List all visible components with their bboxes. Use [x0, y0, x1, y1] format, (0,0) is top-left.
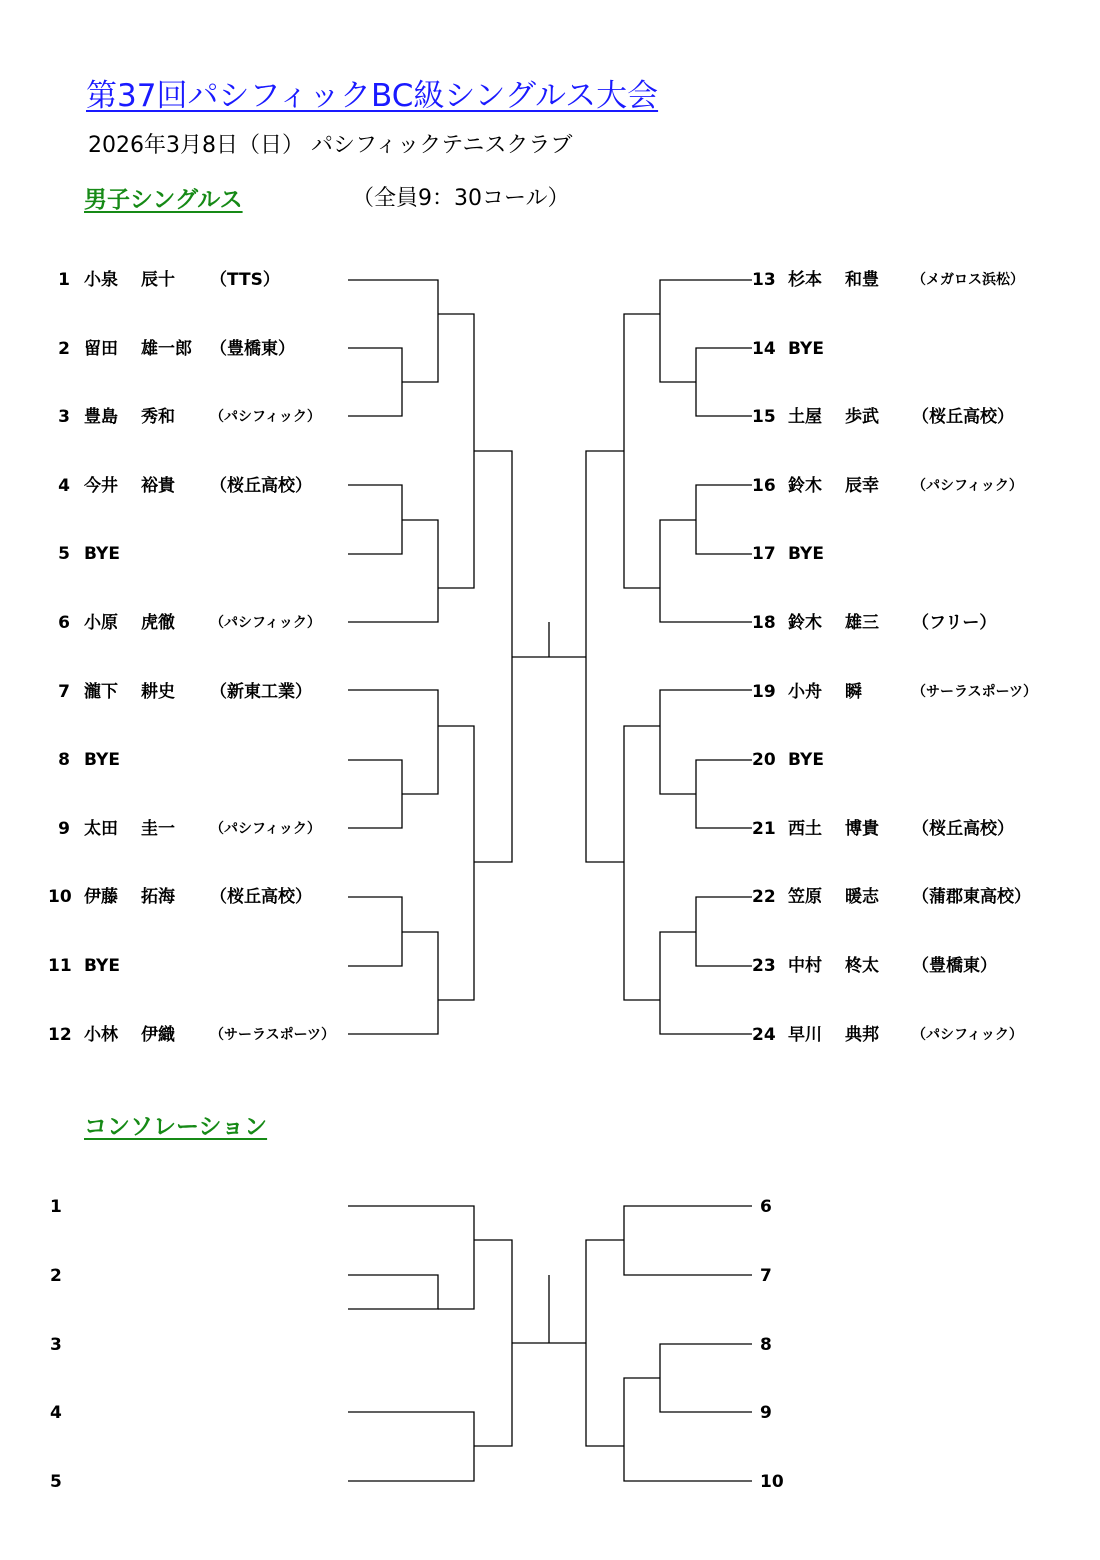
consolation-slot-number: 5 [50, 1472, 62, 1492]
bracket-line [660, 932, 752, 1034]
bracket-line [660, 520, 752, 622]
player-surname: BYE [788, 750, 824, 770]
player-club: （桜丘高校） [210, 887, 312, 907]
player-surname: 小林 [84, 1025, 118, 1045]
bracket-line [586, 451, 624, 862]
player-surname: 今井 [84, 476, 118, 496]
bracket-line [474, 451, 512, 862]
player-given-name: 圭一 [141, 819, 175, 839]
player-club: （桜丘高校） [912, 407, 1014, 427]
bracket-line [660, 690, 752, 794]
player-club: （パシフィック） [210, 821, 321, 837]
bracket-line [348, 485, 402, 554]
bracket-line [696, 485, 752, 554]
player-club: （メガロス浜松） [912, 272, 1024, 288]
bracket-line [348, 1206, 474, 1309]
player-given-name: 拓海 [141, 887, 175, 907]
seed-number: 12 [48, 1025, 72, 1045]
player-surname: 土屋 [788, 407, 822, 427]
player-given-name: 瞬 [845, 682, 862, 702]
player-surname: 小原 [84, 613, 118, 633]
player-surname: 中村 [788, 956, 822, 976]
consolation-slot-number: 8 [760, 1335, 772, 1355]
player-given-name: 雄一郎 [141, 339, 192, 359]
consolation-slot-number: 10 [760, 1472, 784, 1492]
consolation-slot-number: 4 [50, 1403, 62, 1423]
consolation-slot-number: 1 [50, 1197, 62, 1217]
seed-number: 4 [58, 476, 70, 496]
date-venue: 2026年3月8日（日） パシフィックテニスクラブ [88, 133, 573, 158]
bracket-line [348, 760, 402, 828]
consolation-slot-number: 7 [760, 1266, 772, 1286]
player-club: （TTS） [210, 270, 280, 290]
seed-number: 8 [58, 750, 70, 770]
player-given-name: 辰幸 [845, 476, 879, 496]
bracket-line [438, 314, 474, 588]
bracket-line [348, 1412, 474, 1481]
seed-number: 20 [752, 750, 776, 770]
seed-number: 22 [752, 887, 776, 907]
player-given-name: 秀和 [141, 407, 175, 427]
page-title: 第37回パシフィックBC級シングルス大会 [86, 78, 659, 114]
seed-number: 23 [752, 956, 776, 976]
bracket-line [660, 1344, 752, 1412]
seed-number: 18 [752, 613, 776, 633]
player-given-name: 典邦 [845, 1025, 879, 1045]
player-club: （フリー） [912, 613, 997, 633]
bracket-line [474, 1240, 512, 1446]
player-club: （蒲郡東高校） [912, 887, 1031, 907]
bracket-line [624, 314, 660, 588]
player-given-name: 博貴 [845, 819, 879, 839]
seed-number: 17 [752, 544, 776, 564]
player-surname: BYE [84, 750, 120, 770]
player-given-name: 虎徹 [141, 613, 175, 633]
player-surname: 笠原 [788, 887, 822, 907]
seed-number: 11 [48, 956, 72, 976]
player-given-name: 和豊 [845, 270, 879, 290]
bracket-line [348, 520, 438, 622]
player-club: （新東工業） [210, 682, 312, 702]
bracket-line [696, 897, 752, 966]
player-club: （パシフィック） [210, 615, 321, 631]
player-surname: 小舟 [788, 682, 822, 702]
bracket-line [624, 1206, 752, 1275]
player-given-name: 辰十 [141, 270, 175, 290]
bracket-line [348, 280, 438, 382]
consolation-slot-number: 2 [50, 1266, 62, 1286]
player-given-name: 柊太 [845, 956, 879, 976]
player-club: （桜丘高校） [210, 476, 312, 496]
seed-number: 9 [58, 819, 70, 839]
player-surname: BYE [84, 956, 120, 976]
player-club: （豊橋東） [912, 956, 997, 976]
seed-number: 15 [752, 407, 776, 427]
player-club: （サーラスポーツ） [912, 684, 1038, 700]
player-surname: 鈴木 [788, 476, 822, 496]
section-heading-mens-singles: 男子シングルス [84, 187, 243, 213]
bracket-line [696, 348, 752, 416]
seed-number: 10 [48, 887, 72, 907]
bracket-line [660, 280, 752, 382]
player-club: （パシフィック） [912, 1027, 1023, 1043]
player-given-name: 暖志 [845, 887, 879, 907]
seed-number: 3 [58, 407, 70, 427]
seed-number: 19 [752, 682, 776, 702]
seed-number: 1 [58, 270, 70, 290]
player-given-name: 雄三 [845, 613, 879, 633]
player-club: （豊橋東） [210, 339, 295, 359]
consolation-slot-number: 9 [760, 1403, 772, 1423]
consolation-slot-number: 6 [760, 1197, 772, 1217]
seed-number: 16 [752, 476, 776, 496]
call-time: （全員9：30コール） [352, 186, 570, 211]
bracket-line [348, 897, 402, 966]
seed-number: 2 [58, 339, 70, 359]
seed-number: 7 [58, 682, 70, 702]
bracket-line [348, 690, 438, 794]
player-club: （パシフィック） [210, 409, 321, 425]
player-surname: 小泉 [84, 270, 118, 290]
player-surname: 豊島 [84, 407, 118, 427]
seed-number: 24 [752, 1025, 776, 1045]
player-surname: 西土 [788, 819, 822, 839]
player-surname: BYE [788, 339, 824, 359]
bracket-line [348, 1275, 438, 1309]
player-surname: BYE [84, 544, 120, 564]
seed-number: 14 [752, 339, 776, 359]
player-club: （桜丘高校） [912, 819, 1014, 839]
player-given-name: 伊織 [141, 1025, 175, 1045]
player-surname: 鈴木 [788, 613, 822, 633]
bracket-line [624, 1378, 752, 1481]
player-surname: BYE [788, 544, 824, 564]
player-given-name: 裕貴 [141, 476, 175, 496]
player-surname: 太田 [84, 819, 118, 839]
player-club: （パシフィック） [912, 478, 1023, 494]
seed-number: 13 [752, 270, 776, 290]
player-surname: 早川 [788, 1025, 822, 1045]
section-heading-consolation: コンソレーション [84, 1114, 268, 1140]
seed-number: 21 [752, 819, 776, 839]
bracket-line [348, 348, 402, 416]
player-surname: 伊藤 [84, 887, 118, 907]
consolation-slot-number: 3 [50, 1335, 62, 1355]
player-surname: 杉本 [788, 270, 822, 290]
bracket-line [696, 760, 752, 828]
player-given-name: 耕史 [141, 682, 175, 702]
seed-number: 6 [58, 613, 70, 633]
player-surname: 留田 [84, 339, 118, 359]
player-club: （サーラスポーツ） [210, 1027, 336, 1043]
seed-number: 5 [58, 544, 70, 564]
bracket-line [438, 726, 474, 1000]
bracket-line [586, 1240, 624, 1446]
bracket-line [348, 932, 438, 1034]
player-given-name: 歩武 [845, 407, 879, 427]
bracket-line [624, 726, 660, 1000]
player-surname: 瀧下 [84, 682, 118, 702]
